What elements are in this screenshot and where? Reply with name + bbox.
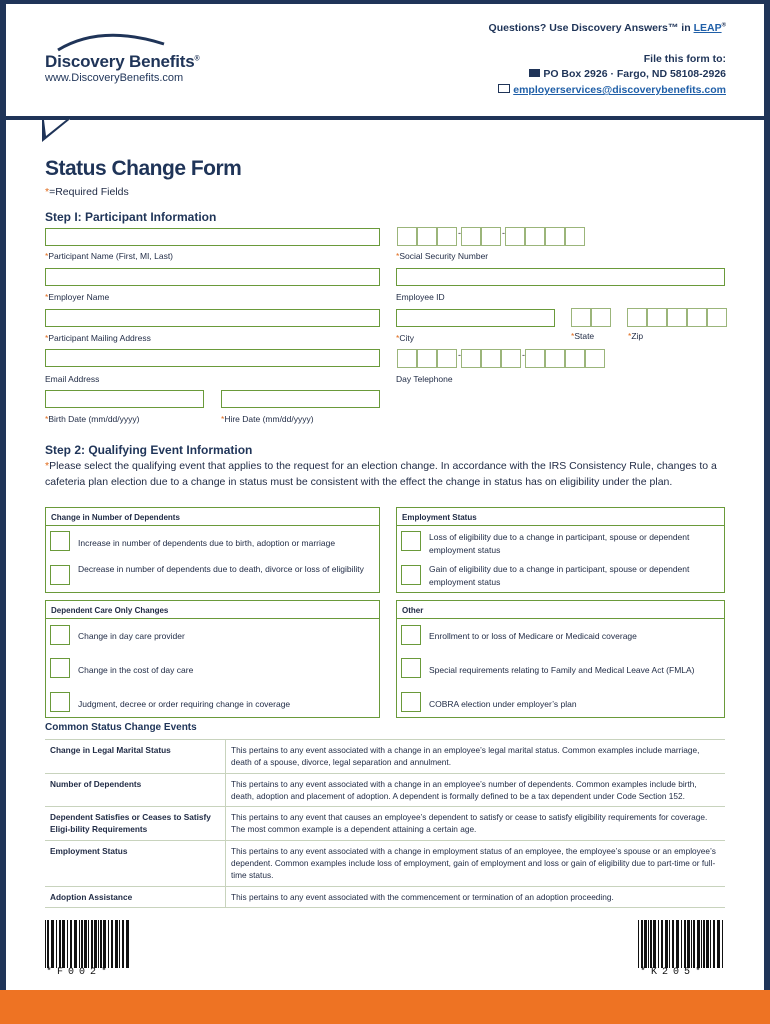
logo-swoosh-icon <box>56 30 166 52</box>
table-row <box>45 773 725 807</box>
barcode-bar <box>108 920 109 968</box>
brand-logo: Discovery Benefits® <box>45 52 200 71</box>
option-label: Gain of eligibility due to a change in participant, spouse or dependent employment status <box>429 564 690 587</box>
barcode-bar <box>658 920 659 968</box>
barcode-bar <box>706 920 709 968</box>
mailing-address-label: *Participant Mailing Address <box>45 333 151 343</box>
employer-name-field[interactable] <box>45 268 380 286</box>
phone-digit-cell[interactable] <box>565 349 585 368</box>
email-link[interactable]: employerservices@discoverybenefits.com <box>513 84 726 96</box>
barcode-bar <box>644 920 647 968</box>
ssn-digit-cell[interactable] <box>565 227 585 246</box>
email-line <box>498 84 726 96</box>
ssn-label: *Social Security Number <box>396 251 489 261</box>
judgment-decree-checkbox[interactable] <box>50 692 70 712</box>
barcode-bar <box>62 920 65 968</box>
separator-dash: - <box>522 350 525 360</box>
leap-link[interactable]: LEAP <box>693 22 722 34</box>
barcode-bar <box>88 920 89 968</box>
barcode-left-text: *F002* <box>46 967 113 978</box>
barcode-bar <box>701 920 702 968</box>
loss-eligibility-checkbox[interactable] <box>401 531 421 551</box>
barcode-bar <box>669 920 670 968</box>
employment-group-title: Employment Status <box>402 513 477 522</box>
barcode-bar <box>45 920 46 968</box>
fmla-checkbox[interactable] <box>401 658 421 678</box>
event-description: This pertains to any event that causes an employee’s dependent to satisfy or cease to satisfy eligibility requirements for coverage. The most common example is a dependent attaining a certain age. <box>226 807 726 841</box>
barcode-bar <box>672 920 674 968</box>
mailing-address-field[interactable] <box>45 309 380 327</box>
barcode-bar <box>693 920 695 968</box>
ssn-digit-cell[interactable] <box>417 227 437 246</box>
barcode-bar <box>703 920 705 968</box>
barcode-bar <box>115 920 118 968</box>
employee-id-field[interactable] <box>396 268 725 286</box>
option-label: COBRA election under employer’s plan <box>429 699 577 709</box>
event-description: This pertains to any event associated with a change in an employee’s legal marital status. Common examples include marriage, death of a spouse, divorce, legal separation and annulment. <box>226 740 726 774</box>
dependent-care-group-title: Dependent Care Only Changes <box>51 606 169 615</box>
ssn-digit-cell[interactable] <box>397 227 417 246</box>
ssn-digit-cell[interactable] <box>545 227 565 246</box>
barcode-bar <box>722 920 723 968</box>
separator-dash: - <box>502 228 505 238</box>
questions-line: Questions? Use Discovery Answers™ in LEAP® <box>488 22 726 34</box>
barcode-bar <box>74 920 77 968</box>
zip-digit-cell[interactable] <box>647 308 667 327</box>
barcode-bar <box>79 920 80 968</box>
increase-dependents-checkbox[interactable] <box>50 531 70 551</box>
barcode-bar <box>103 920 106 968</box>
employee-id-label: Employee ID <box>396 292 445 302</box>
ssn-digit-cell[interactable] <box>505 227 525 246</box>
brand-url: www.DiscoveryBenefits.com <box>45 72 184 84</box>
daycare-provider-checkbox[interactable] <box>50 625 70 645</box>
barcode-bar <box>676 920 679 968</box>
state-char-cell[interactable] <box>571 308 591 327</box>
barcode-bar <box>653 920 656 968</box>
barcode-bar <box>111 920 113 968</box>
city-label: *City <box>396 333 414 343</box>
barcode-bar <box>126 920 129 968</box>
phone-digit-cell[interactable] <box>501 349 521 368</box>
mail-icon <box>529 69 540 77</box>
ssn-digit-cell[interactable] <box>481 227 501 246</box>
group-divider <box>45 525 380 526</box>
barcode-bar <box>650 920 652 968</box>
barcode-bar <box>665 920 668 968</box>
group-divider <box>45 618 380 619</box>
barcode-left <box>45 920 133 968</box>
barcode-bar <box>119 920 120 968</box>
email-label: Email Address <box>45 374 100 384</box>
header-rule <box>70 116 770 120</box>
email-field[interactable] <box>45 349 380 367</box>
separator-dash: - <box>458 228 461 238</box>
table-row <box>45 840 725 886</box>
event-name: Change in Legal Marital Status <box>45 740 226 774</box>
city-field[interactable] <box>396 309 555 327</box>
barcode-bar <box>691 920 692 968</box>
separator-dash: - <box>458 350 461 360</box>
option-label: Change in the cost of day care <box>78 665 194 675</box>
file-label: File this form to: <box>643 53 726 65</box>
envelope-icon <box>498 84 510 93</box>
cobra-checkbox[interactable] <box>401 692 421 712</box>
barcode-bar <box>94 920 97 968</box>
table-row <box>45 886 725 907</box>
hire-date-field[interactable] <box>221 390 380 408</box>
birth-date-field[interactable] <box>45 390 204 408</box>
day-phone-label: Day Telephone <box>396 374 453 384</box>
common-events-heading: Common Status Change Events <box>45 722 197 733</box>
barcode-right-text: *K205* <box>640 967 707 978</box>
phone-digit-cell[interactable] <box>585 349 605 368</box>
phone-digit-cell[interactable] <box>437 349 457 368</box>
option-label: Judgment, decree or order requiring change in coverage <box>78 699 291 709</box>
barcode-bar <box>56 920 57 968</box>
medicare-checkbox[interactable] <box>401 625 421 645</box>
barcode-bar <box>98 920 99 968</box>
barcode-bar <box>641 920 643 968</box>
event-description: This pertains to any event associated with a change in employment status of an employee, the employee’s spouse or an employee’s dependent. Common examples include loss of employment, gain of employment and loss or gain of eligibility due to part-time or full-time status. <box>226 840 726 886</box>
option-label: Loss of eligibility due to a change in participant, spouse or dependent employment status <box>429 532 690 555</box>
participant-name-label: *Participant Name (First, MI, Last) <box>45 251 174 261</box>
barcode-bar <box>84 920 87 968</box>
participant-name-field[interactable] <box>45 228 380 246</box>
phone-digit-cell[interactable] <box>397 349 417 368</box>
option-label: Change in day care provider <box>78 631 185 641</box>
table-row <box>45 807 725 841</box>
phone-digit-cell[interactable] <box>417 349 437 368</box>
phone-digit-cell[interactable] <box>545 349 565 368</box>
barcode-bar <box>59 920 61 968</box>
state-label: *State <box>571 331 595 341</box>
barcode-bar <box>648 920 649 968</box>
barcode-bar <box>81 920 83 968</box>
zip-digit-cell[interactable] <box>707 308 727 327</box>
footer-bar <box>0 990 770 1024</box>
group-divider <box>396 525 725 526</box>
group-divider <box>396 618 725 619</box>
barcode-bar <box>67 920 68 968</box>
dependents-group-title: Change in Number of Dependents <box>51 513 180 522</box>
event-name: Number of Dependents <box>45 773 226 807</box>
other-group-title: Other <box>402 606 424 615</box>
option-label: Decrease in number of dependents due to death, divorce or loss of eligibility <box>78 564 364 574</box>
daycare-cost-checkbox[interactable] <box>50 658 70 678</box>
barcode-bar <box>684 920 686 968</box>
hire-date-label: *Hire Date (mm/dd/yyyy) <box>221 414 314 424</box>
barcode-bar <box>70 920 72 968</box>
barcode-bar <box>710 920 711 968</box>
barcode-bar <box>717 920 720 968</box>
barcode-bar <box>638 920 639 968</box>
step1-heading: Step I: Participant Information <box>45 210 217 224</box>
speech-notch-icon <box>38 116 78 146</box>
zip-digit-cell[interactable] <box>687 308 707 327</box>
zip-digit-cell[interactable] <box>627 308 647 327</box>
barcode-bar <box>47 920 49 968</box>
step2-heading: Step 2: Qualifying Event Information <box>45 443 253 457</box>
zip-digit-cell[interactable] <box>667 308 687 327</box>
barcode-bar <box>100 920 102 968</box>
gain-eligibility-checkbox[interactable] <box>401 565 421 585</box>
barcode-right <box>638 920 726 968</box>
event-description: This pertains to any event associated with a change in an employee’s number of dependents. Common examples include birth, death, adoption and placement of adoption. A dependent is formally defined to be a tax dependent under Code Section 152. <box>226 773 726 807</box>
table-row <box>45 740 725 774</box>
event-name: Employment Status <box>45 840 226 886</box>
event-description: This pertains to any event associated with the commencement or termination of an adoption proceeding. <box>226 886 726 907</box>
event-name: Adoption Assistance <box>45 886 226 907</box>
phone-digit-cell[interactable] <box>481 349 501 368</box>
barcode-bar <box>122 920 124 968</box>
option-label: Special requirements relating to Family and Medical Leave Act (FMLA) <box>429 665 695 675</box>
ssn-digit-cell[interactable] <box>461 227 481 246</box>
ssn-digit-cell[interactable] <box>525 227 545 246</box>
phone-digit-cell[interactable] <box>461 349 481 368</box>
option-label: Enrollment to or loss of Medicare or Medicaid coverage <box>429 631 637 641</box>
mail-address: PO Box 2926 · Fargo, ND 58108-2926 <box>529 68 726 80</box>
common-events-table <box>45 739 725 908</box>
barcode-bar <box>697 920 700 968</box>
barcode-bar <box>661 920 663 968</box>
header-rule <box>0 116 42 120</box>
zip-label: *Zip <box>628 331 644 341</box>
ssn-digit-cell[interactable] <box>437 227 457 246</box>
phone-digit-cell[interactable] <box>525 349 545 368</box>
barcode-bar <box>51 920 54 968</box>
barcode-bar <box>713 920 715 968</box>
birth-date-label: *Birth Date (mm/dd/yyyy) <box>45 414 140 424</box>
option-label: Increase in number of dependents due to birth, adoption or marriage <box>78 538 336 548</box>
decrease-dependents-checkbox[interactable] <box>50 565 70 585</box>
employer-name-label: *Employer Name <box>45 292 110 302</box>
event-name: Dependent Satisfies or Ceases to Satisfy Eligi-bility Requirements <box>45 807 226 841</box>
state-char-cell[interactable] <box>591 308 611 327</box>
required-note: *=Required Fields <box>45 186 129 198</box>
page-title: Status Change Form <box>45 157 242 180</box>
barcode-bar <box>91 920 93 968</box>
step2-instruction: *Please select the qualifying event that applies to the request for an election change. In accordance with the IRS Consistency Rule, changes to a cafeteria plan election due to a change in status must be consistent with the effect the change in status has on eligibility under the plan. <box>45 460 717 488</box>
barcode-bar <box>687 920 690 968</box>
barcode-bar <box>681 920 682 968</box>
